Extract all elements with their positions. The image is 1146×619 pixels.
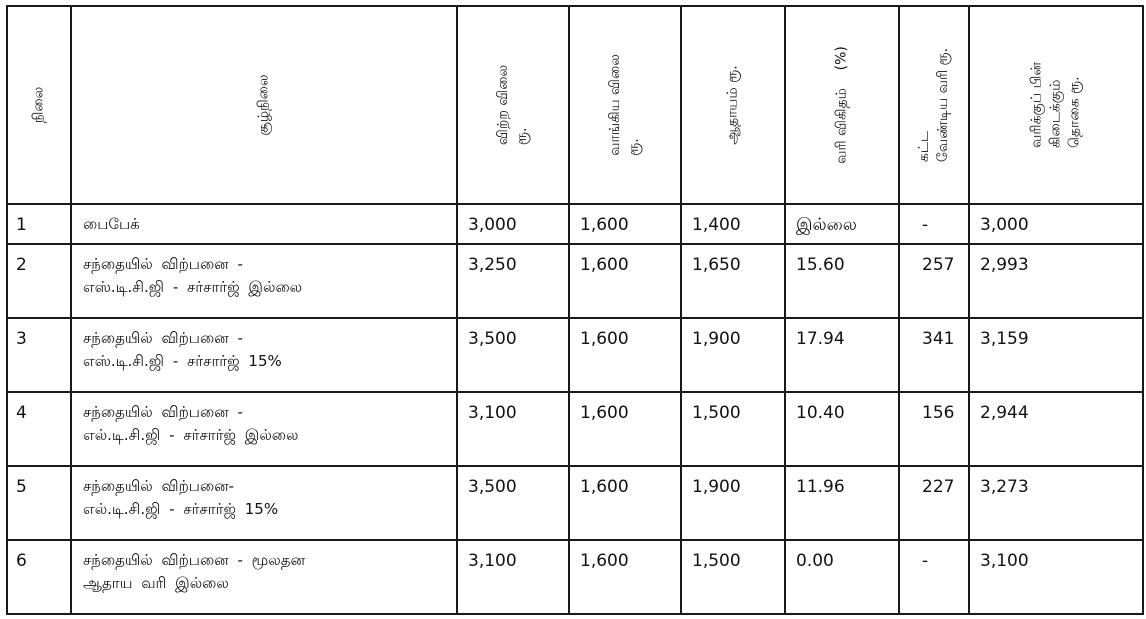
sale-price-cell: 3,000 xyxy=(468,215,517,235)
sale-price-cell: 3,100 xyxy=(468,403,517,423)
net-amount-cell: 3,100 xyxy=(980,551,1029,571)
gain-cell: 1,500 xyxy=(692,551,741,571)
situation-line: சந்தையில் விற்பனை - xyxy=(83,403,243,421)
tax-payable-cell: - xyxy=(922,551,929,571)
header-gain xyxy=(681,6,785,204)
situation-line: ஆதாய வரி இல்லை xyxy=(83,574,229,592)
situation-line: எஸ்.டி.சி.ஜி - சர்சார்ஜ் 15% xyxy=(83,352,282,370)
tax-comparison-table xyxy=(6,5,1144,615)
header-tax-rate xyxy=(785,6,899,204)
situation-line: பைபேக் xyxy=(83,215,140,233)
header-status-label: நிலை xyxy=(30,86,47,124)
header-net-amount xyxy=(969,6,1143,204)
purchase-price-cell: 1,600 xyxy=(580,551,629,571)
tax-payable-cell: 341 xyxy=(922,329,955,349)
gain-cell: 1,400 xyxy=(692,215,741,235)
purchase-price-cell: 1,600 xyxy=(580,255,629,275)
tax-rate-cell: 0.00 xyxy=(796,551,834,571)
gain-cell: 1,900 xyxy=(692,329,741,349)
row-number: 1 xyxy=(16,215,27,235)
row-number: 5 xyxy=(16,477,27,497)
tax-rate-cell: இல்லை xyxy=(796,215,857,235)
tax-payable-cell: 227 xyxy=(922,477,955,497)
header-sale-price-label: விற்ற விலை ரூ. xyxy=(495,64,530,146)
gain-cell: 1,500 xyxy=(692,403,741,423)
purchase-price-cell: 1,600 xyxy=(580,329,629,349)
situation-line: சந்தையில் விற்பனை- xyxy=(83,477,235,495)
header-net-amount-label: வரிக்குப் பின் கிடைக்கும் தொகை ரூ. xyxy=(1028,61,1083,149)
sale-price-cell: 3,250 xyxy=(468,255,517,275)
tax-rate-cell: 17.94 xyxy=(796,329,845,349)
header-situation xyxy=(71,6,457,204)
situation-line: சந்தையில் விற்பனை - xyxy=(83,329,243,347)
purchase-price-cell: 1,600 xyxy=(580,477,629,497)
net-amount-cell: 3,159 xyxy=(980,329,1029,349)
table-row xyxy=(7,466,1143,540)
header-sale-price xyxy=(457,6,569,204)
gain-cell: 1,650 xyxy=(692,255,741,275)
table-row xyxy=(7,204,1143,244)
purchase-price-cell: 1,600 xyxy=(580,215,629,235)
situation-line: சந்தையில் விற்பனை - xyxy=(83,255,243,273)
sale-price-cell: 3,500 xyxy=(468,477,517,497)
header-purchase-price-label: வாங்கிய விலை ரூ. xyxy=(607,54,642,156)
tax-rate-cell: 10.40 xyxy=(796,403,845,423)
row-number: 2 xyxy=(16,255,27,275)
sale-price-cell: 3,100 xyxy=(468,551,517,571)
row-number: 6 xyxy=(16,551,27,571)
header-purchase-price xyxy=(569,6,681,204)
header-status xyxy=(7,6,71,204)
situation-line: எல்.டி.சி.ஜி - சர்சார்ஜ் இல்லை xyxy=(83,426,299,444)
sale-price-cell: 3,500 xyxy=(468,329,517,349)
header-gain-label: ஆதாயம் ரூ. xyxy=(724,65,741,145)
situation-line: எல்.டி.சி.ஜி - சர்சார்ஜ் 15% xyxy=(83,500,279,518)
tax-payable-cell: 156 xyxy=(922,403,955,423)
table-row xyxy=(7,392,1143,466)
situation-line: சந்தையில் விற்பனை - மூலதன xyxy=(83,551,306,569)
situation-line: எஸ்.டி.சி.ஜி - சர்சார்ஜ் இல்லை xyxy=(83,278,303,296)
net-amount-cell: 2,944 xyxy=(980,403,1029,423)
table-row xyxy=(7,540,1143,614)
header-row xyxy=(7,6,1143,204)
gain-cell: 1,900 xyxy=(692,477,741,497)
net-amount-cell: 3,000 xyxy=(980,215,1029,235)
net-amount-cell: 2,993 xyxy=(980,255,1029,275)
row-number: 3 xyxy=(16,329,27,349)
header-tax-rate-label: வரி விகிதம் (%) xyxy=(833,46,850,164)
tax-payable-cell: - xyxy=(922,215,929,235)
table-row xyxy=(7,318,1143,392)
header-tax-payable xyxy=(899,6,969,204)
header-tax-payable-label: கட்ட வேண்டிய வரி ரூ. xyxy=(916,47,951,163)
tax-rate-cell: 11.96 xyxy=(796,477,845,497)
row-number: 4 xyxy=(16,403,27,423)
table-row xyxy=(7,244,1143,318)
tax-payable-cell: 257 xyxy=(922,255,955,275)
header-situation-label: சூழ்நிலை xyxy=(255,74,272,136)
net-amount-cell: 3,273 xyxy=(980,477,1029,497)
purchase-price-cell: 1,600 xyxy=(580,403,629,423)
tax-rate-cell: 15.60 xyxy=(796,255,845,275)
